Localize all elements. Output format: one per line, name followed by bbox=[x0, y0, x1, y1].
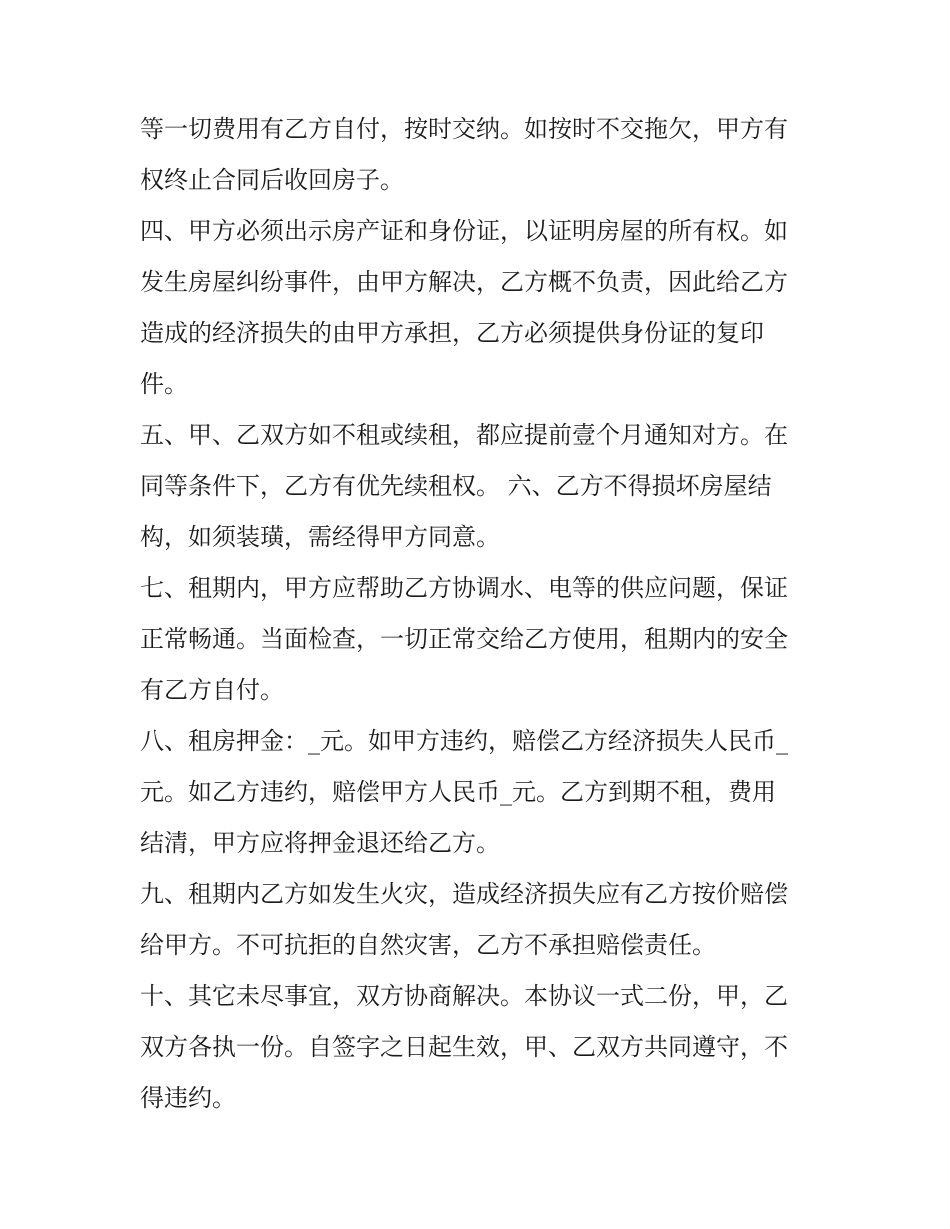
text-line: 有乙方自付。 bbox=[140, 676, 284, 704]
text-line: 构，如须装璜，需经得甲方同意。 bbox=[140, 523, 500, 551]
text-line: 结清，甲方应将押金退还给乙方。 bbox=[140, 829, 500, 857]
text-line: 发生房屋纠纷事件，由甲方解决，乙方概不负责，因此给乙方 bbox=[140, 268, 788, 296]
text-line: 十、其它未尽事宜，双方协商解决。本协议一式二份，甲，乙 bbox=[140, 982, 788, 1010]
text-line: 件。 bbox=[140, 370, 188, 398]
text-line: 得违约。 bbox=[140, 1084, 236, 1112]
text-line: 同等条件下，乙方有优先续租权。 六、乙方不得损坏房屋结 bbox=[140, 472, 772, 500]
text-line: 给甲方。不可抗拒的自然灾害，乙方不承担赔偿责任。 bbox=[140, 931, 716, 959]
text-line: 权终止合同后收回房子。 bbox=[140, 166, 404, 194]
text-line: 九、租期内乙方如发生火灾，造成经济损失应有乙方按价赔偿 bbox=[140, 880, 788, 908]
text-line: 五、甲、乙双方如不租或续租，都应提前壹个月通知对方。在 bbox=[140, 421, 788, 449]
text-line: 八、租房押金：_元。如甲方违约，赔偿乙方经济损失人民币_ bbox=[140, 727, 788, 755]
contract-text bbox=[140, 104, 812, 1124]
text-line: 双方各执一份。自签字之日起生效，甲、乙双方共同遵守，不 bbox=[140, 1033, 788, 1061]
text-line: 等一切费用有乙方自付，按时交纳。如按时不交拖欠，甲方有 bbox=[140, 115, 788, 143]
text-line: 正常畅通。当面检查，一切正常交给乙方使用，租期内的安全 bbox=[140, 625, 788, 653]
text-line: 七、租期内，甲方应帮助乙方协调水、电等的供应问题，保证 bbox=[140, 574, 788, 602]
text-line: 造成的经济损失的由甲方承担，乙方必须提供身份证的复印 bbox=[140, 319, 764, 347]
text-line: 元。如乙方违约，赔偿甲方人民币_元。乙方到期不租，费用 bbox=[140, 778, 776, 806]
text-line: 四、甲方必须出示房产证和身份证，以证明房屋的所有权。如 bbox=[140, 217, 788, 245]
